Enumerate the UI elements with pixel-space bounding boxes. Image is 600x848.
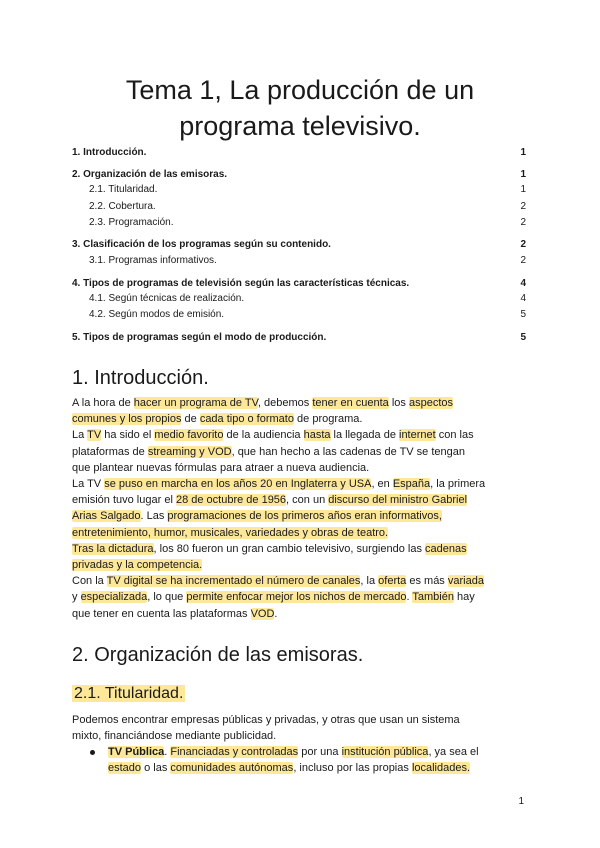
- toc-entry-label: 5. Tipos de programas según el modo de producción.: [72, 332, 327, 343]
- toc-entry-page: 2: [520, 239, 526, 250]
- toc-entry[interactable]: [72, 254, 528, 268]
- text-line: TV Pública. Financiadas y controladas por una institución pública, ya sea el: [108, 746, 479, 758]
- toc-entry-label: 3.1. Programas informativos.: [89, 255, 217, 266]
- toc-entry[interactable]: [72, 216, 528, 230]
- toc-entry-label: 2.3. Programación.: [89, 217, 174, 228]
- text-line: y especializada, lo que permite enfocar mejor los nichos de mercado. También hay: [72, 591, 475, 604]
- toc-entry-label: 1. Introducción.: [72, 147, 147, 158]
- text-line: Tras la dictadura, los 80 fueron un gran cambio televisivo, surgiendo las cadenas: [72, 542, 467, 555]
- toc-entry[interactable]: [72, 331, 528, 345]
- section-heading-organizacion: 2. Organización de las emisoras.: [72, 644, 364, 666]
- toc-entry-page: 4: [520, 278, 526, 289]
- toc-entry-label: 2.1. Titularidad.: [89, 184, 158, 195]
- toc-entry[interactable]: [72, 292, 528, 306]
- toc-entry-page: 1: [520, 147, 526, 158]
- toc-entry-label: 3. Clasificación de los programas según su contenido.: [72, 239, 331, 250]
- toc-entry-page: 2: [520, 201, 526, 212]
- toc-entry[interactable]: [72, 238, 528, 252]
- title-line-2: programa televisivo.: [179, 111, 421, 141]
- text-line: A la hora de hacer un programa de TV, debemos tener en cuenta los aspectos: [72, 397, 454, 409]
- text-line: estado o las comunidades autónomas, incluso por las propias localidades.: [108, 762, 471, 775]
- text-line: mixto, financiándose mediante publicidad.: [72, 730, 277, 743]
- text-line: entretenimiento, humor, musicales, variedades y obras de teatro.: [72, 526, 389, 539]
- text-line: comunes y los propios de cada tipo o formato de programa.: [72, 413, 363, 426]
- bullet-icon: [90, 750, 95, 755]
- toc-entry-label: 4.2. Según modos de emisión.: [89, 309, 225, 320]
- page-number: 1: [518, 796, 524, 807]
- toc-entry[interactable]: [72, 146, 528, 160]
- toc-entry-page: 1: [520, 169, 526, 180]
- toc-entry-page: 2: [520, 217, 526, 228]
- text-line: La TV ha sido el medio favorito de la audiencia hasta la llegada de internet con las: [72, 429, 474, 442]
- text-line: emisión tuvo lugar el 28 de octubre de 1956, con un discurso del ministro Gabriel: [72, 494, 468, 507]
- titularidad-paragraph: [72, 712, 528, 744]
- toc-entry-label: 4.1. Según técnicas de realización.: [89, 293, 245, 304]
- toc-entry[interactable]: [72, 183, 528, 197]
- document-title: [72, 72, 528, 144]
- text-line: privadas y la competencia.: [72, 559, 203, 572]
- section-heading-introduccion: 1. Introducción.: [72, 367, 209, 389]
- text-line: Arias Salgado. Las programaciones de los primeros años eran informativos,: [72, 510, 442, 523]
- text-line: Podemos encontrar empresas públicas y privadas, y otras que usan un sistema: [72, 714, 460, 726]
- intro-paragraph: [72, 395, 528, 622]
- toc-entry-label: 4. Tipos de programas de televisión según las características técnicas.: [72, 278, 410, 289]
- title-line-1: Tema 1, La producción de un: [125, 75, 475, 105]
- toc-entry[interactable]: [72, 277, 528, 291]
- subsection-heading-titularidad: 2.1. Titularidad.: [74, 685, 184, 702]
- toc-entry-label: 2. Organización de las emisoras.: [72, 169, 228, 180]
- text-line: que plantear nuevas fórmulas para atraer a nueva audiencia.: [72, 461, 370, 474]
- toc-entry-page: 4: [520, 293, 526, 304]
- toc-entry-page: 5: [520, 309, 526, 320]
- toc-entry[interactable]: [72, 168, 528, 182]
- text-line: plataformas de streaming y VOD, que han hecho a las cadenas de TV se tengan: [72, 445, 465, 458]
- text-line: Con la TV digital se ha incrementado el número de canales, la oferta es más variada: [72, 575, 484, 588]
- toc-entry-label: 2.2. Cobertura.: [89, 201, 156, 212]
- text-line: La TV se puso en marcha en los años 20 en Inglaterra y USA, en España, la primera: [72, 478, 486, 491]
- toc-entry[interactable]: [72, 200, 528, 214]
- toc-entry-page: 2: [520, 255, 526, 266]
- toc-entry-page: 5: [520, 332, 526, 343]
- toc-entry[interactable]: [72, 308, 528, 322]
- toc-entry-page: 1: [520, 184, 526, 195]
- text-line: que tener en cuenta las plataformas VOD.: [72, 607, 278, 620]
